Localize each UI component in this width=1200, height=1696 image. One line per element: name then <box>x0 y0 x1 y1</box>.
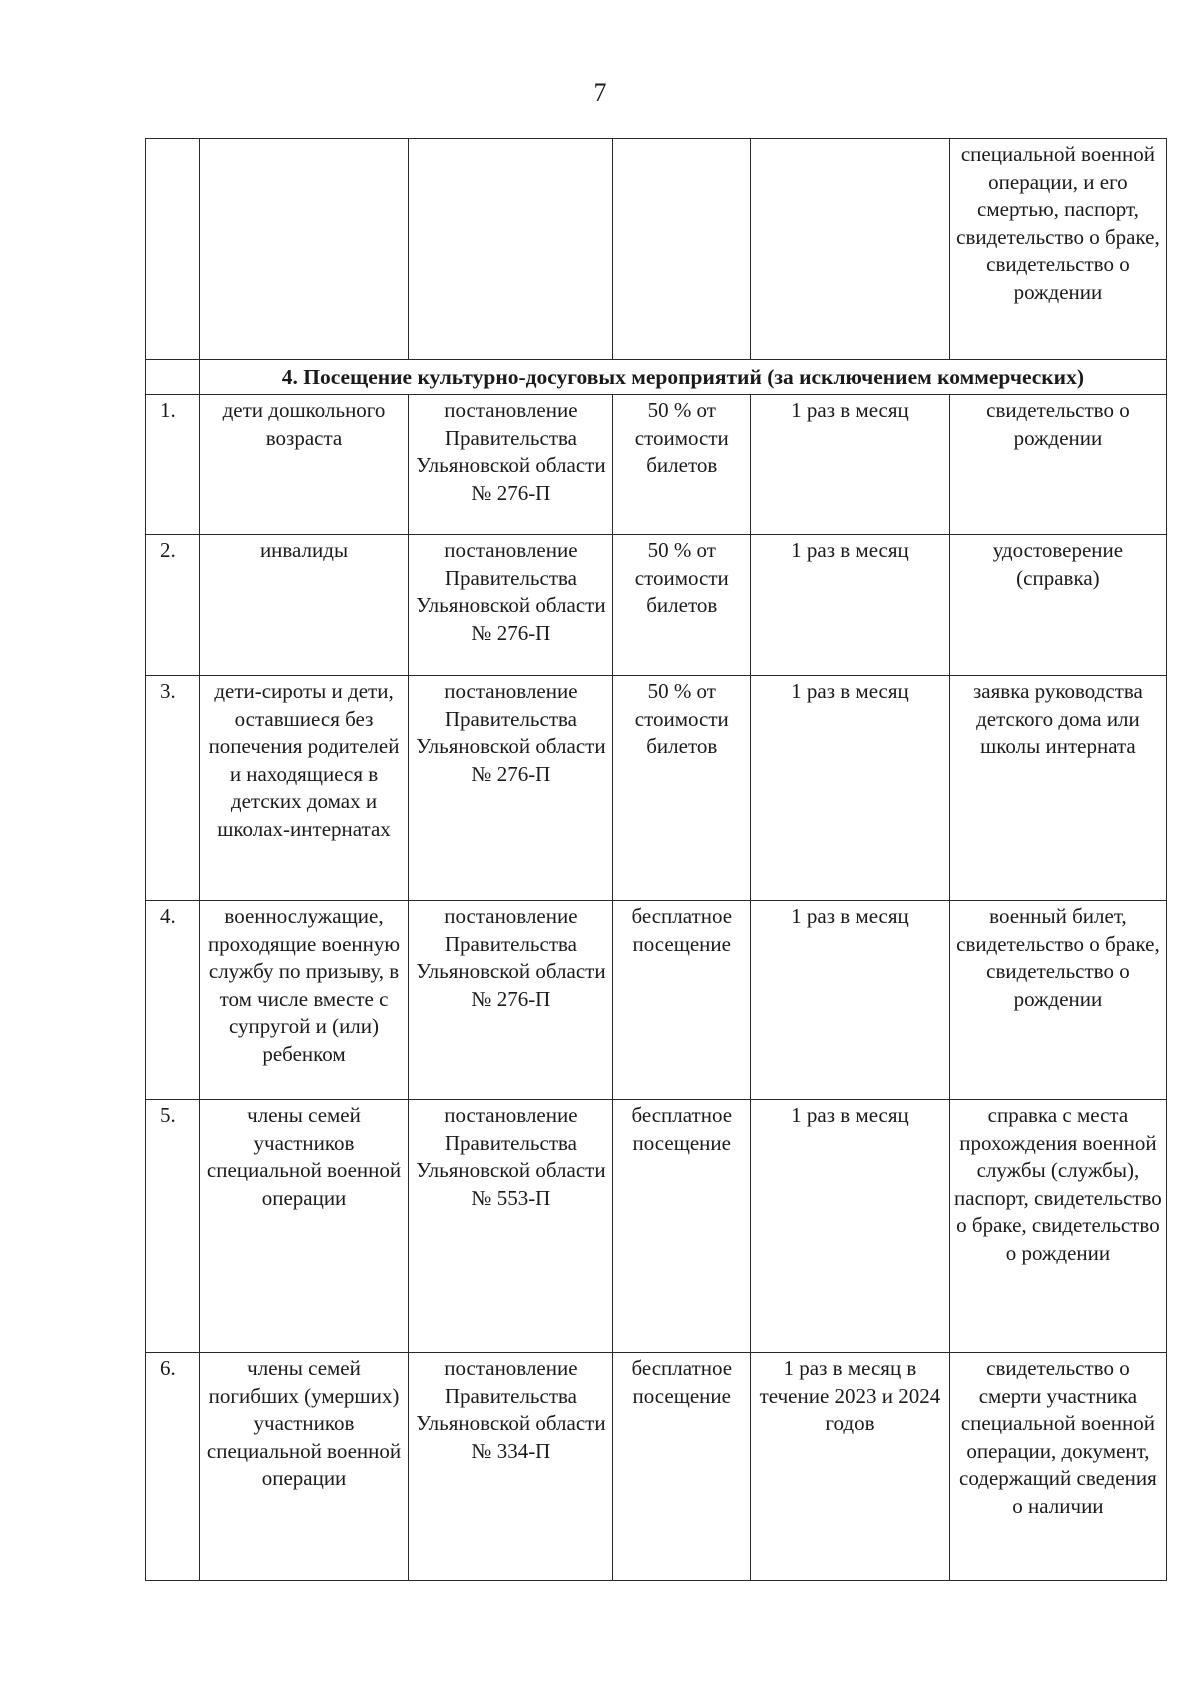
table-row <box>146 901 1167 1100</box>
table-row <box>146 395 1167 535</box>
basis-cell: постановление Правительства Ульяновской области № 276-П <box>409 901 613 1100</box>
basis-cell: постановление Правительства Ульяновской области № 276-П <box>409 395 613 535</box>
row-number: 4. <box>146 901 200 1100</box>
table-cell <box>751 139 950 360</box>
category-cell: инвалиды <box>199 535 409 676</box>
frequency-cell: 1 раз в месяц <box>751 1100 950 1353</box>
category-cell: члены семей участников специальной военной операции <box>199 1100 409 1353</box>
basis-cell: постановление Правительства Ульяновской области № 334-П <box>409 1353 613 1581</box>
basis-cell: постановление Правительства Ульяновской области № 276-П <box>409 676 613 901</box>
documents-cell: справка с места прохождения военной службы (службы), паспорт, свидетельство о браке, свидетельство о рождении <box>949 1100 1166 1353</box>
table-row <box>146 676 1167 901</box>
table-row <box>146 1353 1167 1581</box>
frequency-cell: 1 раз в месяц <box>751 676 950 901</box>
table-cell <box>409 139 613 360</box>
category-cell: военнослужащие, проходящие военную службу по призыву, в том числе вместе с супругой и (или) ребенком <box>199 901 409 1100</box>
page-number: 7 <box>593 78 607 107</box>
discount-cell: бесплатное посещение <box>613 1100 751 1353</box>
table-cell <box>146 360 200 395</box>
row-number: 5. <box>146 1100 200 1353</box>
documents-cell: специальной военной операции, и его смертью, паспорт, свидетельство о браке, свидетельство о рождении <box>949 139 1166 360</box>
documents-cell: заявка руководства детского дома или школы интерната <box>949 676 1166 901</box>
discount-cell: бесплатное посещение <box>613 1353 751 1581</box>
table-cell <box>146 139 200 360</box>
basis-cell: постановление Правительства Ульяновской области № 276-П <box>409 535 613 676</box>
basis-cell: постановление Правительства Ульяновской области № 553-П <box>409 1100 613 1353</box>
discount-cell: 50 % от стоимости билетов <box>613 535 751 676</box>
benefits-table <box>145 138 1167 1581</box>
row-number: 2. <box>146 535 200 676</box>
table-row <box>146 1100 1167 1353</box>
table-cell <box>613 139 751 360</box>
table-row-continuation <box>146 139 1167 360</box>
table-row <box>146 535 1167 676</box>
section-row <box>146 360 1167 395</box>
discount-cell: 50 % от стоимости билетов <box>613 395 751 535</box>
row-number: 6. <box>146 1353 200 1581</box>
category-cell: дети-сироты и дети, оставшиеся без попечения родителей и находящиеся в детских домах и школах-интернатах <box>199 676 409 901</box>
discount-cell: 50 % от стоимости билетов <box>613 676 751 901</box>
frequency-cell: 1 раз в месяц <box>751 535 950 676</box>
row-number: 1. <box>146 395 200 535</box>
row-number: 3. <box>146 676 200 901</box>
documents-cell: военный билет, свидетельство о браке, свидетельство о рождении <box>949 901 1166 1100</box>
documents-cell: свидетельство о смерти участника специальной военной операции, документ, содержащий сведения о наличии <box>949 1353 1166 1581</box>
section-title: 4. Посещение культурно-досуговых мероприятий (за исключением коммерческих) <box>199 360 1166 395</box>
category-cell: члены семей погибших (умерших) участников специальной военной операции <box>199 1353 409 1581</box>
frequency-cell: 1 раз в месяц <box>751 901 950 1100</box>
discount-cell: бесплатное посещение <box>613 901 751 1100</box>
table-cell <box>199 139 409 360</box>
frequency-cell: 1 раз в месяц в течение 2023 и 2024 годов <box>751 1353 950 1581</box>
category-cell: дети дошкольного возраста <box>199 395 409 535</box>
frequency-cell: 1 раз в месяц <box>751 395 950 535</box>
documents-cell: удостоверение (справка) <box>949 535 1166 676</box>
documents-cell: свидетельство о рождении <box>949 395 1166 535</box>
